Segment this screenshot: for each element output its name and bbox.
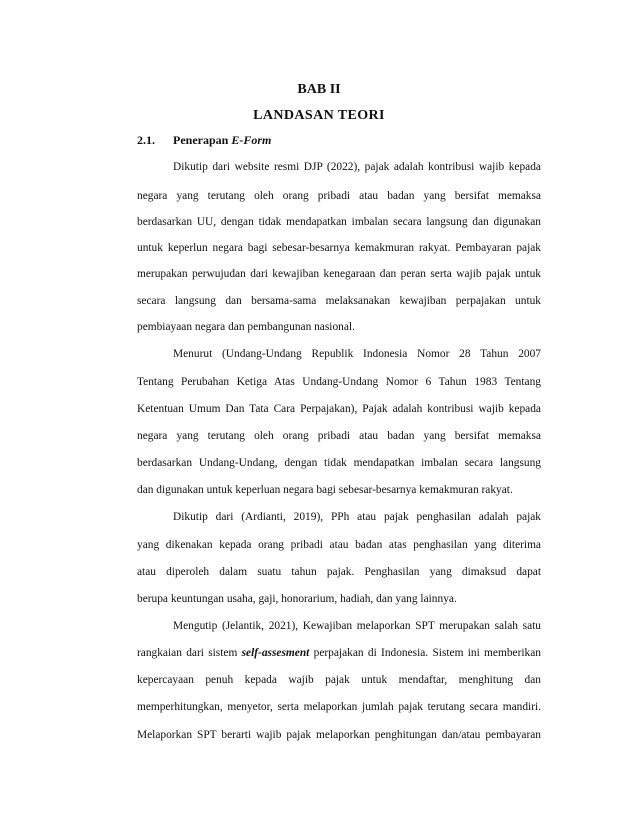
paragraph-line: Menurut (Undang-Undang Republik Indonesia Nomor 28 Tahun 2007 [173,348,541,360]
line-segment: rangkaian dari sistem [137,647,238,659]
paragraph-line: berdasarkan Undang-Undang, dengan tidak mendapatkan imbalan secara langsung [137,457,541,469]
paragraph-line: Dikutip dari website resmi DJP (2022), pajak adalah kontribusi wajib kepada [173,161,541,173]
paragraph-line: negara yang terutang oleh orang pribadi atau badan yang bersifat memaksa [137,190,541,202]
paragraph-line: secara langsung dan bersama-sama melaksanakan kewajiban perpajakan untuk [137,295,541,307]
paragraph-line-mixed [137,645,541,661]
paragraph-line: berupa keuntungan usaha, gaji, honorarium, hadiah, dan yang lainnya. [137,593,457,605]
section-title-italic: E-Form [231,133,272,147]
italic-term: self-assesment [241,647,310,659]
line-segment: perpajakan di Indonesia. Sistem ini memberikan [313,647,541,659]
paragraph-line: berdasarkan UU, dengan tidak mendapatkan imbalan secara langsung dan digunakan [137,216,541,228]
paragraph-line: Dikutip dari (Ardianti, 2019), PPh atau pajak penghasilan adalah pajak [173,511,541,523]
paragraph-line: dan digunakan untuk keperluan negara bagi sebesar-besarnya kemakmuran rakyat. [137,484,513,496]
section-number: 2.1. [137,133,155,147]
paragraph-line: atau diperoleh dalam suatu tahun pajak. Penghasilan yang dimaksud dapat [137,566,541,578]
paragraph-line: Tentang Perubahan Ketiga Atas Undang-Undang Nomor 6 Tahun 1983 Tentang [137,376,541,388]
paragraph-line: memperhitungkan, menyetor, serta melaporkan jumlah pajak terutang secara mandiri. [137,701,541,713]
paragraph-line: Mengutip (Jelantik, 2021), Kewajiban melaporkan SPT merupakan salah satu [173,620,541,632]
paragraph-line: Melaporkan SPT berarti wajib pajak melaporkan penghitungan dan/atau pembayaran [137,729,541,741]
paragraph-line: negara yang terutang oleh orang pribadi atau badan yang bersifat memaksa [137,430,541,442]
paragraph-line: untuk keperlun negara bagi sebesar-besarnya kemakmuran rakyat. Pembayaran pajak [137,242,541,254]
paragraph-line: pembiayaan negara dan pembangunan nasional. [137,321,355,333]
paragraph-line: yang dikenakan kepada orang pribadi atau badan atas penghasilan yang diterima [137,539,541,551]
section-title-plain: Penerapan [173,133,229,147]
paragraph-line: kepercayaan penuh kepada wajib pajak untuk mendaftar, menghitung dan [137,674,541,686]
paragraph-line: merupakan perwujudan dari kewajiban kenegaraan dan peran serta wajib pajak untuk [137,268,541,280]
section-heading [137,132,271,148]
paragraph-line: Ketentuan Umum Dan Tata Cara Perpajakan), Pajak adalah kontribusi wajib kepada [137,403,541,415]
chapter-title: LANDASAN TEORI [253,108,385,123]
chapter-heading: BAB II [297,82,341,97]
